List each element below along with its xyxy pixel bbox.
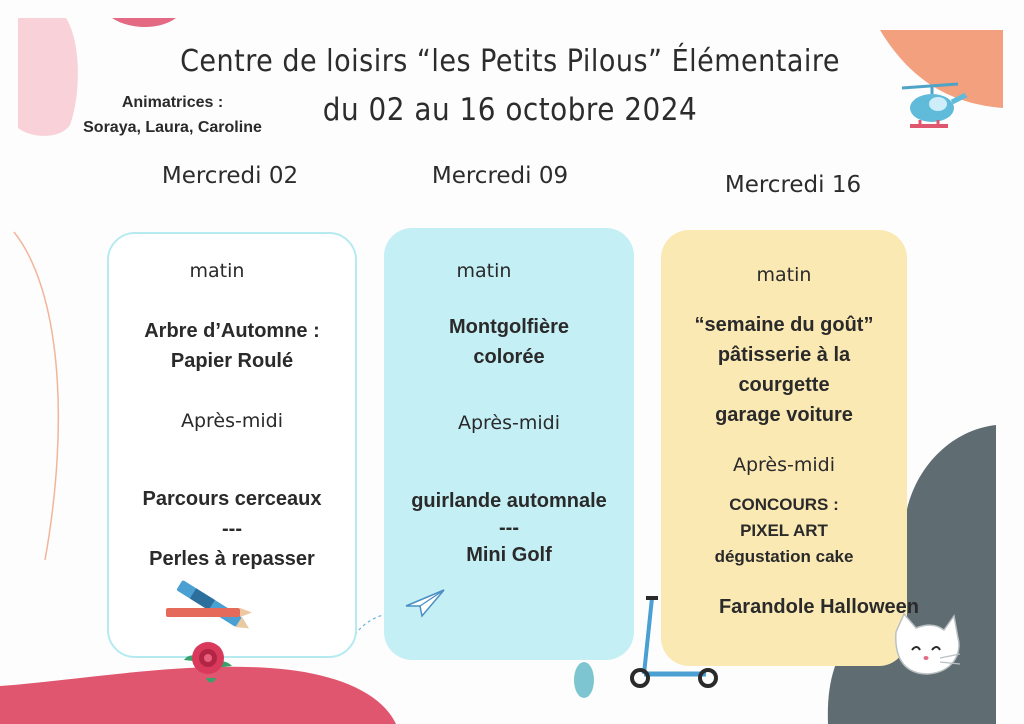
helicopter-icon xyxy=(898,80,978,140)
activity-line: Montgolfière xyxy=(449,316,569,338)
animatrices-label: Animatrices : xyxy=(121,94,224,111)
activity-line: dégustation cake xyxy=(714,547,854,566)
day-header-1: Mercredi 02 xyxy=(161,163,299,189)
title-line-1: Centre de loisirs “les Petits Pilous” Élémentaire xyxy=(180,44,840,79)
activity-line: Perles à repasser xyxy=(149,548,315,570)
crayons-icon xyxy=(160,574,260,634)
orange-arc-left xyxy=(14,232,58,560)
scooter-icon xyxy=(622,592,722,692)
pink-sliver-top xyxy=(112,18,176,27)
activity-line: pâtisserie à la xyxy=(717,344,851,366)
afternoon-activity xyxy=(109,484,355,574)
activity-line: Papier Roulé xyxy=(170,350,294,372)
morning-label: matin xyxy=(189,260,245,282)
day-header-2: Mercredi 09 xyxy=(431,163,569,189)
flower-icon xyxy=(178,630,238,686)
paper-plane-icon xyxy=(404,588,446,618)
activity-line: CONCOURS : xyxy=(729,495,839,514)
morning-activity xyxy=(384,312,634,372)
afternoon-label: Après-midi xyxy=(457,412,561,434)
activity-line: garage voiture xyxy=(715,404,853,426)
activity-line: Parcours cerceaux xyxy=(142,488,322,510)
activity-line: courgette xyxy=(738,374,830,396)
afternoon-activity xyxy=(661,492,907,570)
afternoon-label: Après-midi xyxy=(180,410,284,432)
morning-label: matin xyxy=(756,264,812,286)
morning-activity xyxy=(109,316,355,376)
activity-line: --- xyxy=(222,518,242,540)
activity-line: PIXEL ART xyxy=(740,521,828,540)
activity-line: guirlande automnale xyxy=(411,490,607,512)
activity-line: --- xyxy=(499,517,519,539)
title-line-2: du 02 au 16 octobre 2024 xyxy=(322,92,698,128)
afternoon-activity xyxy=(384,486,634,570)
activity-line: colorée xyxy=(473,346,545,368)
cat-icon xyxy=(888,612,968,682)
activity-line: “semaine du goût” xyxy=(694,314,874,336)
extra-activity: Farandole Halloween xyxy=(718,596,920,618)
afternoon-label: Après-midi xyxy=(732,454,836,476)
animatrices-names: Soraya, Laura, Caroline xyxy=(83,119,262,136)
activity-line: Mini Golf xyxy=(466,544,552,566)
morning-label: matin xyxy=(456,260,512,282)
teal-drop xyxy=(574,662,594,698)
morning-activity xyxy=(661,310,907,430)
animatrices-block xyxy=(40,90,305,140)
day-header-3: Mercredi 16 xyxy=(724,172,862,198)
activity-line: Arbre d’Automne : xyxy=(144,320,320,342)
